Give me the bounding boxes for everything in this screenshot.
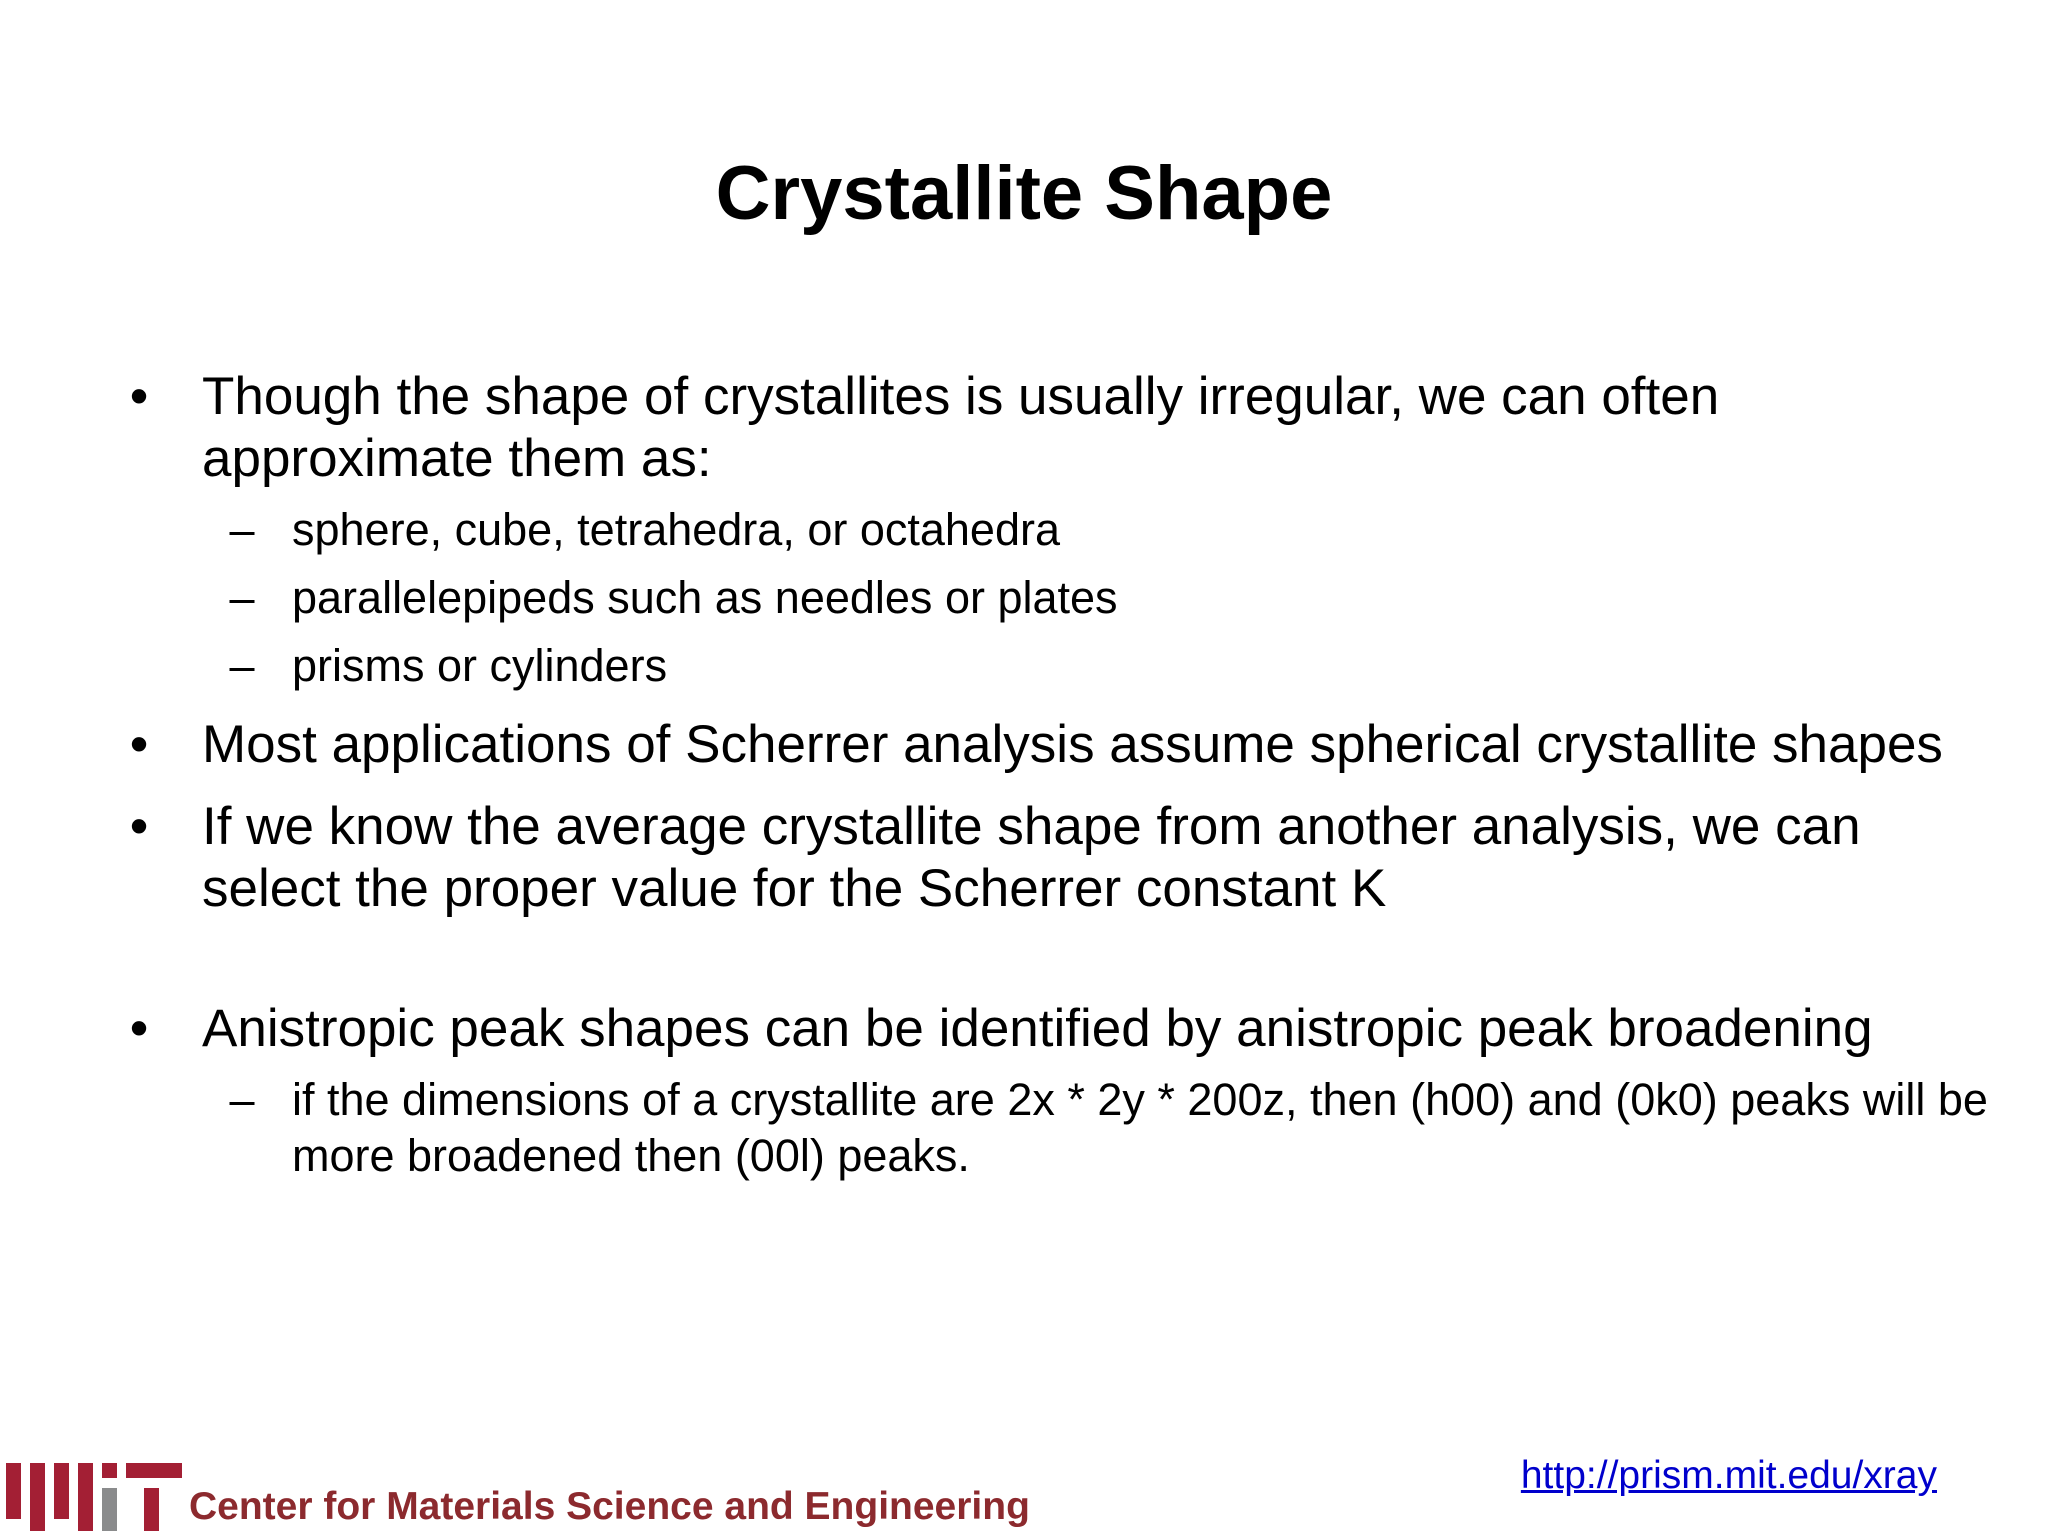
sub-bullet-item <box>0 638 2048 694</box>
bullet-text: Anistropic peak shapes can be identified by anistropic peak broadening <box>202 999 1873 1058</box>
bullet-text: Though the shape of crystallites is usually irregular, we can often approximate them as: <box>202 367 1720 488</box>
logo-bar <box>144 1488 159 1531</box>
logo-crossbar <box>126 1463 182 1478</box>
sub-bullet-text: parallelepipeds such as needles or plates <box>292 572 1118 623</box>
sub-bullet-text: sphere, cube, tetrahedra, or octahedra <box>292 504 1060 555</box>
bullet-marker: • <box>129 999 149 1058</box>
logo-bar <box>6 1463 21 1519</box>
logo-bar-gray <box>102 1488 117 1531</box>
slide-title: Crystallite Shape <box>715 151 1333 236</box>
dash-marker: – <box>229 1074 255 1125</box>
logo-bar <box>54 1463 69 1519</box>
bullet-item <box>0 366 2048 490</box>
logo-bar <box>30 1463 45 1531</box>
sub-bullet-item <box>0 570 2048 626</box>
sub-bullet-item <box>0 502 2048 558</box>
footer-org-name: Center for Materials Science and Engineering <box>189 1485 1030 1528</box>
footer-url-link[interactable]: http://prism.mit.edu/xray <box>1520 1454 1937 1497</box>
dash-marker: – <box>229 572 255 623</box>
dash-marker: – <box>229 504 255 555</box>
sub-bullet-item <box>0 1072 2048 1184</box>
dash-marker: – <box>229 640 255 691</box>
logo-dot <box>102 1463 117 1478</box>
bullet-text: Most applications of Scherrer analysis assume spherical crystallite shapes <box>202 715 1943 774</box>
sub-bullet-text: prisms or cylinders <box>292 640 668 691</box>
bullet-marker: • <box>129 367 149 426</box>
sub-bullet-text: if the dimensions of a crystallite are 2x * 2y * 200z, then (h00) and (0k0) peaks will be more broadened then (00l) peaks. <box>292 1074 1988 1181</box>
slide-body <box>0 366 2048 1184</box>
mit-logo-icon <box>6 1451 182 1531</box>
bullet-text: If we know the average crystallite shape from another analysis, we can select the proper value for the Scherrer constant K <box>202 797 1861 918</box>
bullet-marker: • <box>129 715 149 774</box>
bullet-item <box>0 714 2048 776</box>
bullet-item <box>0 796 2048 920</box>
logo-bar <box>78 1463 93 1531</box>
bullet-marker: • <box>129 797 149 856</box>
bullet-item <box>0 998 2048 1060</box>
